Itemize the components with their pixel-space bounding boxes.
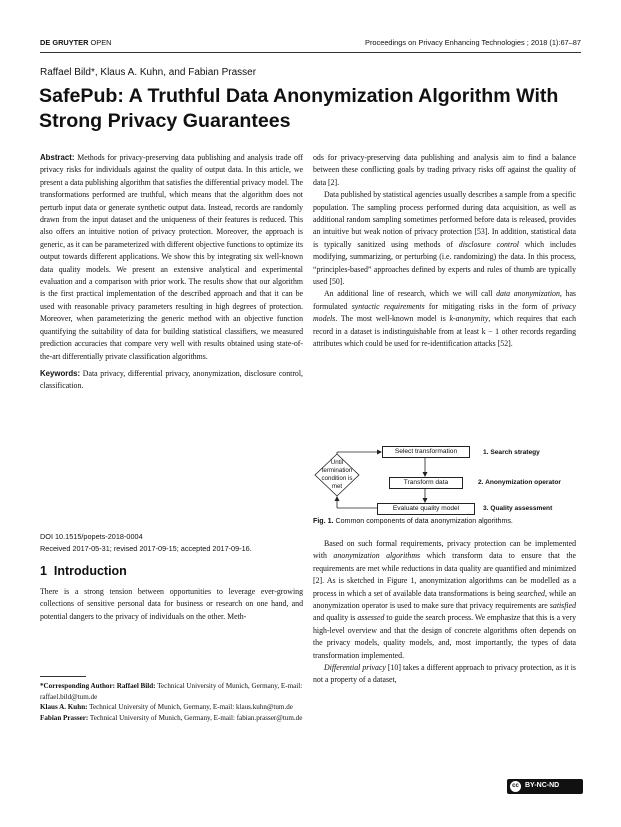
received-dates: Received 2017-05-31; revised 2017-09-15; accepted 2017-09-16. (40, 544, 252, 553)
right-paragraph-4: Based on such formal requirements, privacy protection can be implemented with anonymization algorithms which transform data to ensure that the requirements are met while reductions in data quality are quantified and minimized [2]. As is sketched in Figure 1, anonymization algorithms can be modelled as a process in which a set of available data transformations is being searched, while an anonymization operator is used to make sure that privacy requirements are satisfied and quality is assessed to guide the search process. We emphasize that this is a very high-level overview and that the design of concrete algorithms often depends on the privacy models, quality models, and, most importantly, the types of data transformation implemented. (313, 539, 576, 660)
step-anonymization-operator: 2. Anonymization operator (478, 479, 561, 486)
transform-data-box: Transform data (389, 477, 463, 489)
publisher-label: DE GRUYTER OPEN (40, 38, 112, 47)
section-title: Introduction (53, 564, 127, 578)
running-header (40, 38, 581, 52)
left-column (40, 152, 303, 393)
section-number: 1 (40, 564, 47, 578)
footnotes (40, 681, 303, 723)
license-text: BY-NC-ND (525, 782, 560, 789)
section-heading (40, 564, 127, 578)
figure-caption: Fig. 1. Common components of data anonymization algorithms. (313, 517, 513, 525)
step-search-strategy: 1. Search strategy (483, 449, 540, 456)
right-paragraph-5: Differential privacy [10] takes a different approach to privacy protection, as it is not a property of a dataset, (313, 663, 576, 685)
keywords (40, 368, 303, 393)
footnote: Fabian Prasser: Technical University of Munich, Germany, E-mail: fabian.prasser@tum.de (40, 713, 303, 722)
evaluate-quality-box: Evaluate quality model (377, 503, 475, 515)
right-paragraph-2: Data published by statistical agencies usually describes a sample from a specific population. The sampling process performed during data acquisition, as well as additional random sampling sometimes performed before data is released, provides an intuitive but weak notion of privacy protection [53]. In addition, statistical data is typically sanitized using methods of disclosure control which includes modifying, summarizing, or perturbing (i.e. randomizing) the data. In this process, “principles-based” approaches defined by experts and rules of thumb are typically used [50]. (313, 190, 577, 287)
doi-link[interactable]: DOI 10.1515/popets-2018-0004 (40, 532, 143, 541)
header-rule (40, 52, 581, 53)
figure-1 (313, 442, 576, 522)
keywords-text: Data privacy, differential privacy, anonymization, disclosure control, classification. (40, 368, 303, 391)
footnote: *Corresponding Author: Raffael Bild: Technical University of Munich, Germany, E-mail: raffael.bild@tum.de (40, 682, 303, 701)
article-info (40, 531, 252, 555)
right-paragraph-1: ods for privacy-preserving data publishing and analysis aim to find a balance between these conflicting goals by trading privacy risks off against the quality of data [2]. (313, 153, 576, 187)
abstract-label: Abstract: (40, 153, 75, 162)
right-column (313, 152, 576, 351)
paper-title: SafePub: A Truthful Data Anonymization Algorithm With Strong Privacy Guarantees (39, 85, 559, 132)
keywords-label: Keywords: (40, 368, 81, 378)
diamond-label: Until termination condition is met (321, 459, 353, 490)
license-badge[interactable] (507, 779, 583, 794)
step-quality-assessment: 3. Quality assessment (483, 505, 553, 512)
abstract (40, 152, 303, 363)
intro-paragraph: There is a strong tension between opportunities to leverage ever-growing collections of sensitive personal data for business or research on one hand, and potential dangers to the privacy of individuals on the other. Meth- (40, 587, 303, 621)
select-transformation-box: Select transformation (382, 446, 470, 458)
abstract-text: Methods for privacy-preserving data publishing and analysis trade off privacy risks for individuals against the quality of output data. In this article, we present a data publishing algorithm that satisfies the differential privacy model. The transformations performed are truthful, which means that the algorithm does not perturb input data or generate synthetic output data. Instead, records are randomly drawn from the input dataset and the uniqueness of their features is reduced. This also offers an intuitive notion of privacy protection. Moreover, the approach is generic, as it can be parameterized with different objective functions to optimize its output towards different applications. We show this by integrating six well-known data quality models. We present an extensive analytical and experimental evaluation and a comparison with prior work. The results show that our algorithm is the first practical implementation of the described approach and that it can be used with reasonable privacy parameters resulting in high degrees of protection. Moreover, when parameterizing the generic method with an objective function quantifying the suitability of data for building statistical classifiers, we measured prediction accuracies that compare very well with results obtained using state-of-the-art differentially private classification algorithms. (40, 153, 303, 361)
cc-icon: cc (510, 781, 521, 792)
footnote: Klaus A. Kuhn: Technical University of Munich, Germany, E-mail: klaus.kuhn@tum.de (40, 703, 293, 712)
journal-citation: Proceedings on Privacy Enhancing Technologies ; 2018 (1):67–87 (365, 38, 581, 47)
right-paragraph-3: An additional line of research, which we will call data anonymization, has formulated syntactic requirements for mitigating risks in the form of privacy models. The most well-known model is k-anonymity, which requires that each record in a dataset is indistinguishable from at least k − 1 other records regarding attributes which could be used for re-identification attacks [52]. (313, 289, 576, 349)
right-column-lower (313, 538, 576, 687)
footnote-rule (40, 676, 86, 677)
author-list: Raffael Bild*, Klaus A. Kuhn, and Fabian Prasser (40, 67, 257, 78)
